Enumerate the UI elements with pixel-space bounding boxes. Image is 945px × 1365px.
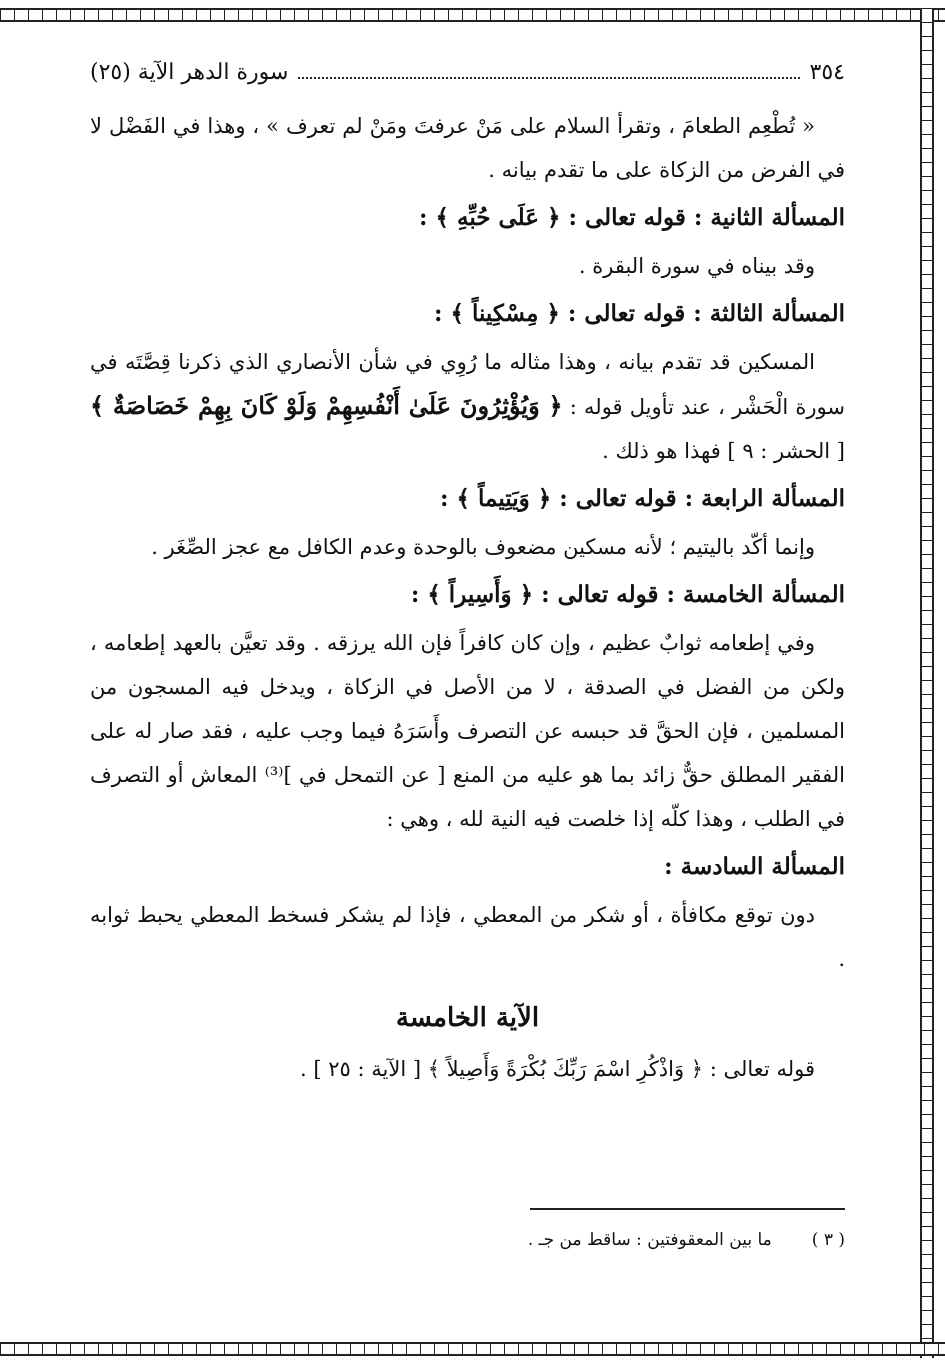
heading-issue-4: المسألة الرابعة : قوله تعالى : ﴿ وَيَتِيماً ﴾ :: [440, 485, 845, 512]
page-number: ٣٥٤: [809, 60, 845, 85]
footnote-marker: ( ٣ ): [811, 1230, 845, 1250]
quran-verse-hashr: ﴿ وَيُؤْثِرُونَ عَلَىٰ أَنْفُسِهِمْ وَلَوْ كَانَ بِهِمْ خَصَاصَةٌ ﴾: [90, 391, 563, 420]
footnote-divider: [530, 1208, 845, 1210]
running-title: سورة الدهر الآية (٢٥): [90, 60, 289, 85]
decorative-border-bottom: [0, 1342, 945, 1356]
heading-issue-2: المسألة الثانية : قوله تعالى : ﴿ عَلَى حُبِّهِ ﴾ :: [419, 204, 845, 231]
paragraph-issue-4: وإنما أكّد باليتيم ؛ لأنه مسكين مضعوف بالوحدة وعدم الكافل مع عجز الصِّغَر .: [151, 535, 815, 559]
paragraph-issue-3: [90, 340, 845, 473]
decorative-border-top: [0, 8, 945, 22]
issue-3-text-a: المسكين قد تقدم بيانه ، وهذا مثاله ما رُوِي في شأن الأنصاري الذي ذكرنا قِصَّتَه في سورة الْحَشْر ، عند تأويل قوله :: [90, 350, 845, 419]
paragraph-issue-2: وقد بيناه في سورة البقرة .: [578, 254, 815, 278]
paragraph-1: « تُطْعِم الطعامَ ، وتقرأ السلام على مَنْ عرفتَ ومَنْ لم تعرف » ، وهذا في الفَضْل لا في الفرض من الزكاة على ما تقدم بيانه .: [90, 114, 845, 182]
paragraph-issue-6: دون توقع مكافأة ، أو شكر من المعطي ، فإذا لم يشكر فسخط المعطي يحبط ثوابه .: [90, 903, 845, 971]
footnote-text: ما بين المعقوفتين : ساقط من جـ .: [527, 1230, 772, 1250]
verse-line: قوله تعالى : ﴿ وَاذْكُرِ اسْمَ رَبِّكَ بُكْرَةً وَأَصِيلاً ﴾ [ الآية : ٢٥ ] .: [300, 1057, 815, 1081]
running-header: [90, 60, 845, 104]
heading-issue-5: المسألة الخامسة : قوله تعالى : ﴿ وَأَسِيراً ﴾ :: [410, 581, 845, 608]
decorative-border-right: [920, 8, 934, 1358]
heading-issue-3: المسألة الثالثة : قوله تعالى : ﴿ مِسْكِيناً ﴾ :: [433, 300, 845, 327]
page-content: [90, 60, 845, 1091]
section-title: الآية الخامسة: [395, 1003, 540, 1033]
paragraph-issue-5: وفي إطعامه ثوابٌ عظيم ، وإن كان كافراً فإن الله يرزقه . وقد تعيَّن بالعهد إطعامه ، ولكن من الفضل في الصدقة ، لا من الأصل في الزكاة ، ويدخل فيه المسجون من المسلمين ، فإن الحقَّ قد حبسه عن التصرف وأَسَرَهُ فيما وجب عليه ، فقد صار له على الفقير المطلق حقٌّ زائد بما هو عليه من المنع [ عن التمحل في ]⁽³⁾ المعاش أو التصرف في الطلب ، وهذا كلّه إذا خلصت فيه النية لله ، وهي :: [90, 631, 845, 831]
header-dots: [298, 77, 799, 79]
issue-3-text-b: [ الحشر : ٩ ] فهذا هو ذلك .: [602, 439, 845, 463]
heading-issue-6: المسألة السادسة :: [664, 853, 845, 880]
footnote: [90, 1230, 845, 1250]
